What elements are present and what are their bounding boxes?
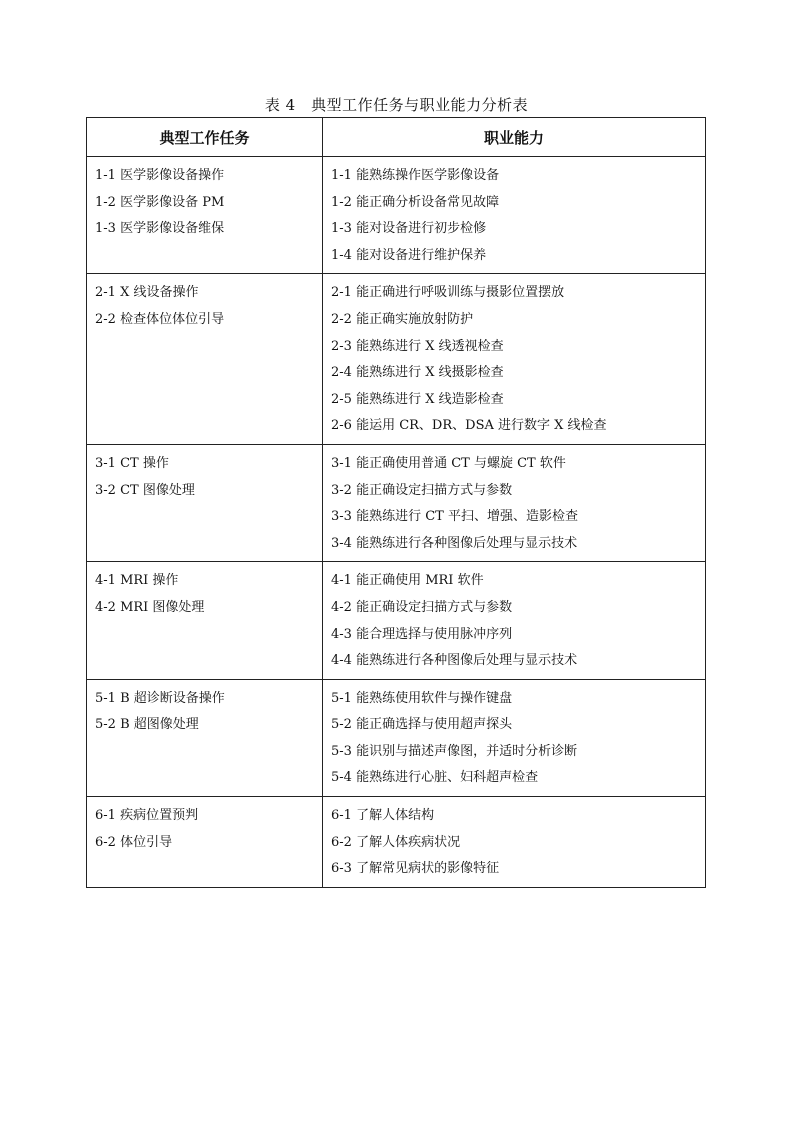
header-row	[87, 118, 706, 157]
ability-item: 6-2 了解人体疾病状况	[331, 834, 461, 850]
table-row-group-3	[87, 444, 706, 561]
task-item: 1-2 医学影像设备 PM	[95, 194, 225, 210]
ability-item: 2-5 能熟练进行 X 线造影检查	[331, 391, 504, 407]
abilities-cell	[323, 274, 706, 445]
ability-item: 3-2 能正确设定扫描方式与参数	[331, 482, 513, 498]
abilities-cell	[323, 562, 706, 679]
header-abilities: 职业能力	[323, 118, 706, 157]
task-item: 5-1 B 超诊断设备操作	[95, 690, 225, 706]
task-ability-table	[86, 117, 706, 888]
abilities-cell	[323, 679, 706, 796]
ability-item: 6-1 了解人体结构	[331, 808, 435, 824]
task-item: 1-1 医学影像设备操作	[95, 168, 225, 183]
ability-item: 1-4 能对设备进行维护保养	[331, 247, 487, 263]
ability-item: 2-2 能正确实施放射防护	[331, 311, 474, 327]
ability-item: 2-6 能运用 CR、DR、DSA 进行数字 X 线检查	[331, 418, 607, 434]
ability-item: 3-4 能熟练进行各种图像后处理与显示技术	[331, 535, 578, 551]
task-item: 6-1 疾病位置预判	[95, 808, 199, 824]
task-item: 4-1 MRI 操作	[95, 573, 179, 589]
table-caption: 表 4 典型工作任务与职业能力分析表	[264, 96, 529, 114]
task-item: 4-2 MRI 图像处理	[95, 599, 205, 615]
abilities-cell	[323, 797, 706, 888]
table-row-group-5	[87, 679, 706, 796]
tasks-cell	[87, 444, 323, 561]
tasks-cell	[87, 274, 323, 445]
task-item: 2-1 X 线设备操作	[95, 285, 199, 301]
ability-item: 1-2 能正确分析设备常见故障	[331, 194, 500, 210]
abilities-cell	[323, 444, 706, 561]
ability-item: 1-3 能对设备进行初步检修	[331, 221, 487, 237]
ability-item: 5-4 能熟练进行心脏、妇科超声检查	[331, 770, 539, 786]
tasks-cell	[87, 562, 323, 679]
ability-item: 2-1 能正确进行呼吸训练与摄影位置摆放	[331, 285, 565, 301]
table-row-group-6	[87, 797, 706, 888]
task-item: 3-2 CT 图像处理	[95, 482, 195, 498]
ability-item: 6-3 了解常见病状的影像特征	[331, 861, 500, 877]
tasks-cell	[87, 797, 323, 888]
ability-item: 2-4 能熟练进行 X 线摄影检查	[331, 365, 504, 381]
ability-item: 5-3 能识别与描述声像图，并适时分析诊断	[331, 743, 578, 759]
ability-item: 3-3 能熟练进行 CT 平扫、增强、造影检查	[331, 509, 578, 525]
ability-item: 4-4 能熟练进行各种图像后处理与显示技术	[331, 653, 578, 669]
task-item: 1-3 医学影像设备维保	[95, 221, 225, 237]
task-item: 2-2 检查体位体位引导	[95, 311, 225, 327]
ability-item: 4-2 能正确设定扫描方式与参数	[331, 599, 513, 615]
ability-item: 5-1 能熟练使用软件与操作键盘	[331, 690, 513, 706]
ability-item: 1-1 能熟练操作医学影像设备	[331, 168, 500, 183]
tasks-cell	[87, 679, 323, 796]
ability-item: 4-1 能正确使用 MRI 软件	[331, 573, 484, 589]
table-row-group-2	[87, 274, 706, 445]
tasks-cell	[87, 157, 323, 274]
task-item: 5-2 B 超图像处理	[95, 717, 199, 733]
ability-item: 4-3 能合理选择与使用脉冲序列	[331, 626, 513, 642]
ability-item: 5-2 能正确选择与使用超声探头	[331, 717, 513, 733]
task-item: 6-2 体位引导	[95, 834, 173, 850]
header-tasks: 典型工作任务	[87, 118, 323, 157]
ability-item: 3-1 能正确使用普通 CT 与螺旋 CT 软件	[331, 455, 566, 471]
table-row-group-4	[87, 562, 706, 679]
abilities-cell	[323, 157, 706, 274]
ability-item: 2-3 能熟练进行 X 线透视检查	[331, 338, 504, 354]
task-item: 3-1 CT 操作	[95, 455, 169, 471]
table-row-group-1	[87, 157, 706, 274]
